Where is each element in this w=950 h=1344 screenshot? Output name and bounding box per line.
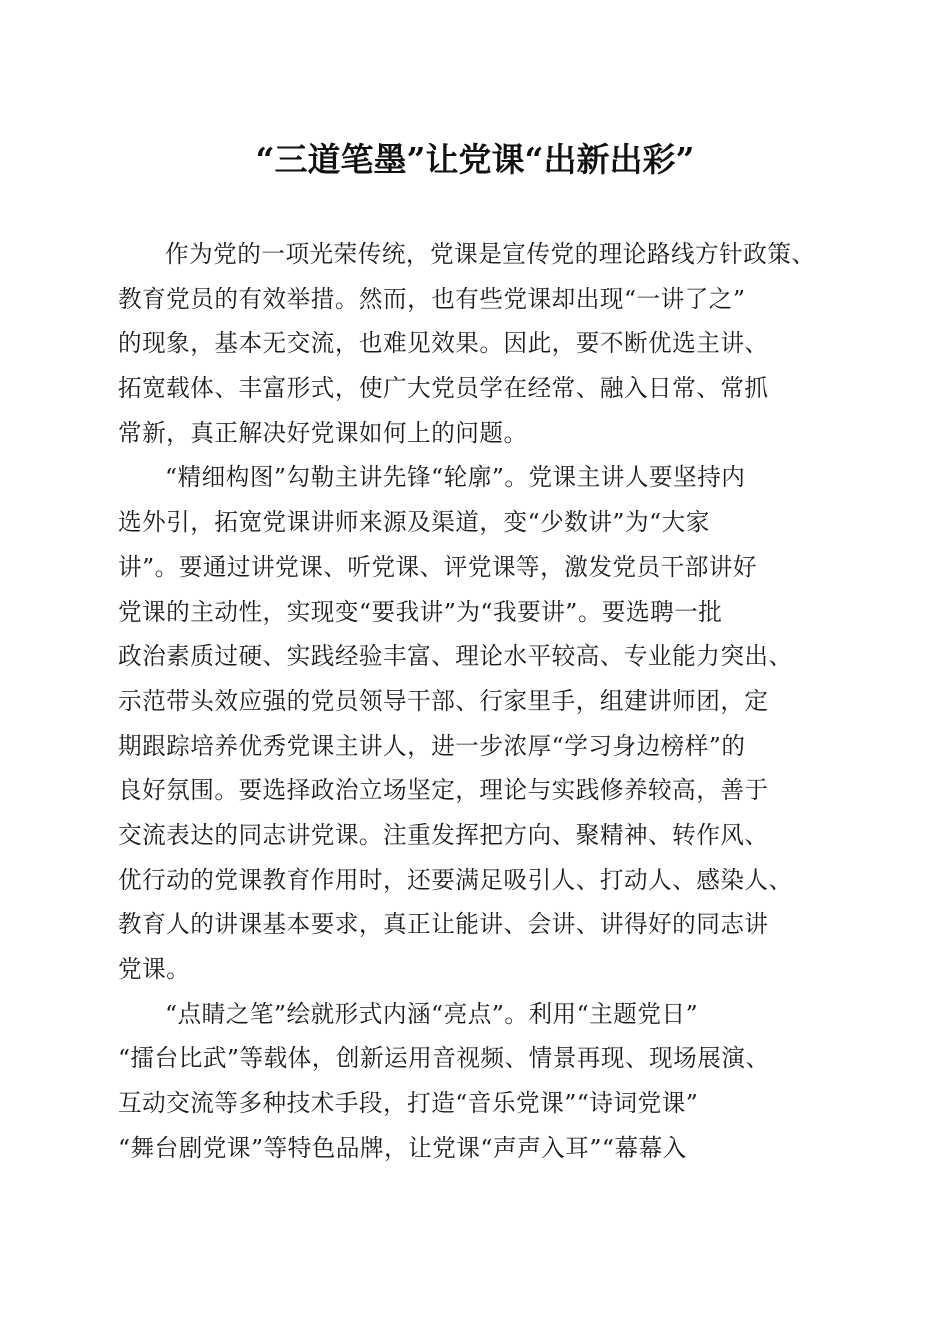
paragraph-line: 交流表达的同志讲党课。注重发挥把方向、聚精神、转作风、 [118,820,769,849]
paragraph-line: 常新，真正解决好党课如何上的问题。 [118,418,528,447]
paragraph-line: “精细构图”勾勒主讲先锋“轮廓”。党课主讲人要坚持内 [165,463,746,492]
paragraph-line: 良好氛围。要选择政治立场坚定，理论与实践修养较高，善于 [118,776,769,805]
paragraph-line: 讲”。要通过讲党课、听党课、评党课等，激发党员干部讲好 [118,552,757,581]
paragraph-line: 党课的主动性，实现变“要我讲”为“我要讲”。要选聘一批 [118,597,723,626]
paragraph-line: “擂台比武”等载体，创新运用音视频、情景再现、现场展演、 [118,1044,770,1073]
document-body [118,232,838,1170]
paragraph-line: 示范带头效应强的党员领导干部、行家里手，组建讲师团，定 [118,686,769,715]
document-title: “三道笔墨”让党课“出新出彩” [255,140,695,179]
paragraph-line: 政治素质过硬、实践经验丰富、理论水平较高、专业能力突出、 [118,642,793,671]
paragraph-line: 的现象，基本无交流，也难见效果。因此，要不断优选主讲、 [118,329,769,358]
paragraph-line: 作为党的一项光荣传统，党课是宣传党的理论路线方针政策、 [165,240,816,268]
paragraph-line: 选外引，拓宽党课讲师来源及渠道，变“少数讲”为“大家 [118,508,710,537]
paragraph-line: 期跟踪培养优秀党课主讲人，进一步浓厚“学习身边榜样”的 [118,731,746,760]
paragraph-line: 优行动的党课教育作用时，还要满足吸引人、打动人、感染人、 [118,865,793,894]
paragraph-line: 拓宽载体、丰富形式，使广大党员学在经常、融入日常、常抓 [118,374,769,403]
paragraph-line: 党课。 [118,955,191,983]
paragraph-line: 互动交流等多种技术手段，打造“音乐党课”“诗词党课” [118,1089,699,1118]
paragraph-line: 教育人的讲课基本要求，真正让能讲、会讲、讲得好的同志讲 [118,910,769,939]
paragraph-line: “点睛之笔”绘就形式内涵“亮点”。利用“主题党日” [165,999,699,1028]
paragraph-line: 教育党员的有效举措。然而，也有些党课却出现“一讲了之” [118,284,746,313]
paragraph-line: “舞台剧党课”等特色品牌，让党课“声声入耳”“幕幕入 [118,1133,687,1162]
